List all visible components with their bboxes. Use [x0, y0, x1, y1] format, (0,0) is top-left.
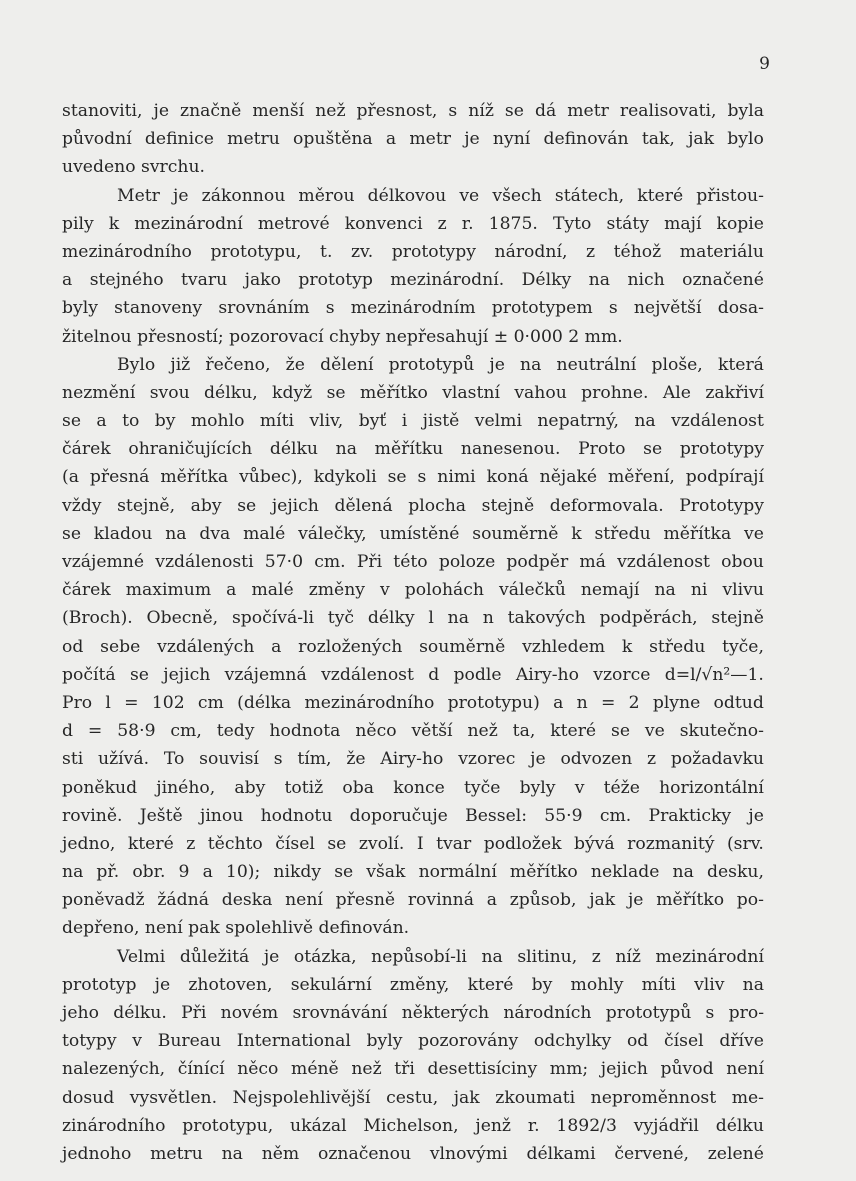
text-line: byly stanoveny srovnáním s mezinárodním prototypem s největší dosa-: [62, 298, 764, 319]
text-line: poněkud jiného, aby totiž oba konce tyče byly v téže horizontální: [62, 777, 764, 798]
text-line: na př. obr. 9 a 10); nikdy se však normální měřítko neklade na desku,: [62, 862, 764, 883]
text-line: čárek maximum a malé změny v polohách válečků nemají na ni vlivu: [62, 580, 764, 601]
text-line: poněvadž žádná deska není přesně rovinná a způsob, jak je měřítko po-: [62, 890, 764, 911]
text-line: počítá se jejich vzájemná vzdálenost d podle Airy-ho vzorce d=l/√n²—1.: [62, 664, 764, 685]
text-line: Pro l = 102 cm (délka mezinárodního prototypu) a n = 2 plyne odtud: [62, 692, 764, 713]
paragraph: [62, 943, 764, 1169]
text-line: původní definice metru opuštěna a metr je nyní definován tak, jak bylo: [62, 129, 764, 150]
text-line: dosud vysvětlen. Nejspolehlivější cestu, jak zkoumati neproměnnost me-: [62, 1087, 764, 1108]
text-line: Velmi důležitá je otázka, nepůsobí-li na slitinu, z níž mezinárodní: [117, 946, 764, 967]
text-line: jednoho metru na něm označenou vlnovými délkami červené, zelené: [62, 1143, 764, 1164]
text-line: nezmění svou délku, když se měřítko vlastní vahou prohne. Ale zakřiví: [62, 382, 764, 403]
paragraph: [62, 182, 764, 351]
text-line: jedno, které z těchto čísel se zvolí. I tvar podložek bývá rozmanitý (srv.: [62, 833, 764, 854]
text-line: vždy stejně, aby se jejich dělená plocha stejně deformovala. Prototypy: [62, 495, 764, 516]
text-line: depřeno, není pak spolehlivě definován.: [62, 918, 410, 939]
text-line: pily k mezinárodní metrové konvenci z r. 1875. Tyto státy mají kopie: [62, 213, 764, 234]
text-line: stanoviti, je značně menší než přesnost, s níž se dá metr realisovati, byla: [62, 101, 764, 121]
paragraph: [62, 351, 764, 943]
text-line: Metr je zákonnou měrou délkovou ve všech státech, které přistou-: [117, 185, 764, 206]
text-line: od sebe vzdálených a rozložených souměrně vzhledem k středu tyče,: [62, 636, 764, 657]
text-line: mezinárodního prototypu, t. zv. prototypy národní, z téhož materiálu: [62, 241, 764, 262]
text-line: sti užívá. To souvisí s tím, že Airy-ho vzorec je odvozen z požadavku: [62, 749, 764, 770]
text-line: zinárodního prototypu, ukázal Michelson, jenž r. 1892/3 vyjádřil délku: [62, 1115, 764, 1136]
text-line: uvedeno svrchu.: [62, 157, 205, 178]
text-line: se a to by mohlo míti vliv, byť i jistě velmi nepatrný, na vzdálenost: [62, 411, 764, 432]
body-text: [62, 97, 764, 1168]
text-line: jeho délku. Při novém srovnávání některých národních prototypů s pro-: [62, 1003, 764, 1023]
text-line: d = 58·9 cm, tedy hodnota něco větší než ta, které se ve skutečno-: [62, 721, 764, 742]
text-line: (Broch). Obecně, spočívá-li tyč délky l na n takových podpěrách, stejně: [62, 608, 764, 629]
text-line: nalezených, čínící něco méně než tři desettisíciny mm; jejich původ není: [62, 1059, 764, 1080]
text-line: čárek ohraničujících délku na měřítku nanesenou. Proto se prototypy: [62, 439, 764, 460]
text-line: a stejného tvaru jako prototyp mezinárodní. Délky na nich označené: [62, 270, 764, 291]
paragraph: [62, 97, 764, 182]
text-line: vzájemné vzdálenosti 57·0 cm. Při této poloze podpěr má vzdálenost obou: [62, 552, 764, 572]
text-line: (a přesná měřítka vůbec), kdykoli se s nimi koná nějaké měření, podpírají: [62, 467, 764, 488]
text-line: prototyp je zhotoven, sekulární změny, které by mohly míti vliv na: [62, 974, 764, 995]
text-line: totypy v Bureau International byly pozorovány odchylky od čísel dříve: [62, 1031, 764, 1052]
page-number: 9: [759, 54, 770, 74]
text-line: se kladou na dva malé válečky, umístěné souměrně k středu měřítka ve: [62, 523, 764, 544]
text-line: rovině. Ještě jinou hodnotu doporučuje Bessel: 55·9 cm. Prakticky je: [62, 805, 764, 826]
text-line: žitelnou přesností; pozorovací chyby nepřesahují ± 0·000 2 mm.: [62, 326, 623, 347]
text-line: Bylo již řečeno, že dělení prototypů je na neutrální ploše, která: [117, 354, 764, 375]
